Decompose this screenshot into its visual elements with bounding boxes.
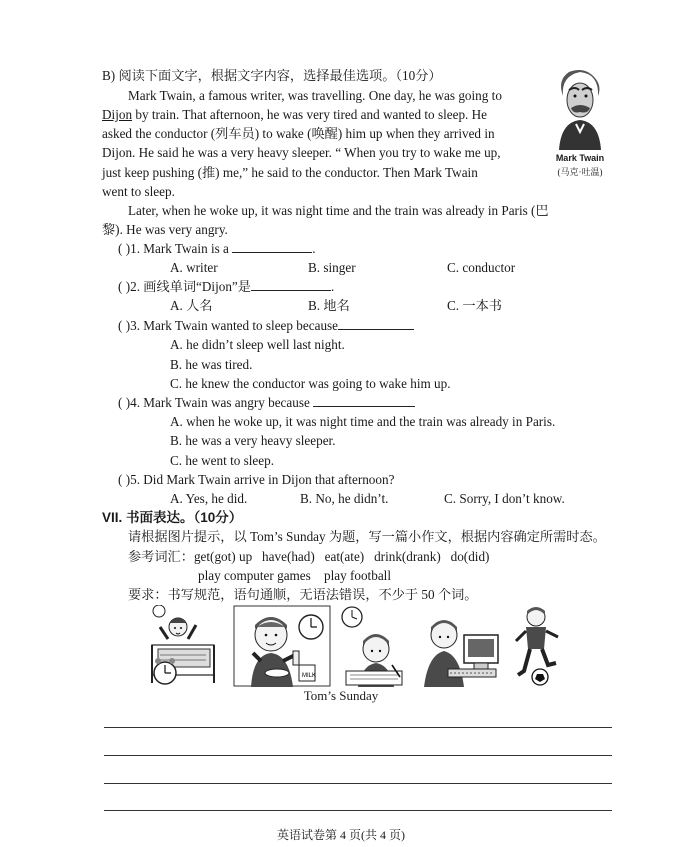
football-picture xyxy=(514,605,562,687)
section-vii-heading: VII. 书面表达。（10分） xyxy=(102,510,243,525)
passage-line-3: asked the conductor (列车员) to wake (唤醒) him up when they arrived in xyxy=(102,126,495,141)
homework-picture xyxy=(338,605,410,687)
q4-option-b: B. he was a very heavy sleeper. xyxy=(170,433,336,448)
passage-line-1: Mark Twain, a famous writer, was travelling. One day, he was going to xyxy=(128,88,502,103)
q3-option-c: C. he knew the conductor was going to wake him up. xyxy=(170,376,451,391)
vocab-line-1 xyxy=(128,547,489,566)
question-5-text: 5. Did Mark Twain arrive in Dijon that afternoon? xyxy=(130,472,395,487)
q5-option-c: C. Sorry, I don’t know. xyxy=(444,491,565,506)
mark-twain-portrait xyxy=(555,66,605,150)
question-1-text: 1. Mark Twain is a xyxy=(130,241,229,256)
question-5 xyxy=(118,470,394,489)
q1-option-a: A. writer xyxy=(170,260,218,275)
writing-requirement: 要求：书写规范，语句通顺，无语法错误，不少于 50 个词。 xyxy=(128,587,478,602)
q4-option-a: A. when he woke up, it was night time and the train was already in Paris. xyxy=(170,414,556,429)
question-2-text: 2. 画线单词“Dijon”是 xyxy=(130,279,251,294)
question-2 xyxy=(118,277,334,296)
answer-bracket[interactable]: ( ) xyxy=(118,241,131,256)
answer-blank[interactable] xyxy=(232,240,312,253)
writing-line[interactable] xyxy=(104,783,612,784)
vocab-line-2: play computer games play football xyxy=(198,568,391,583)
q2-option-b: B. 地名 xyxy=(308,298,350,313)
writing-line[interactable] xyxy=(104,727,612,728)
passage-line-8: 黎). He was very angry. xyxy=(102,222,228,237)
portrait-caption-chinese: (马克·吐温) xyxy=(557,167,603,177)
pictures-caption: Tom’s Sunday xyxy=(303,688,379,703)
answer-bracket[interactable]: ( ) xyxy=(118,472,131,487)
dijon-underlined-word: Dijon xyxy=(102,107,133,122)
q3-option-a: A. he didn’t sleep well last night. xyxy=(170,337,345,352)
q3-option-b: B. he was tired. xyxy=(170,357,253,372)
q1-option-b: B. singer xyxy=(308,260,356,275)
svg-text:MILK: MILK xyxy=(302,673,317,679)
breakfast-picture xyxy=(233,605,331,687)
vocab-label: 参考词汇： xyxy=(128,549,194,564)
question-4-text: 4. Mark Twain was angry because xyxy=(130,395,310,410)
q4-option-c: C. he went to sleep. xyxy=(170,453,275,468)
q1-option-c: C. conductor xyxy=(447,260,516,275)
answer-bracket[interactable]: ( ) xyxy=(118,279,131,294)
computer-games-picture xyxy=(420,605,504,687)
q5-option-b: B. No, he didn’t. xyxy=(300,491,389,506)
passage-line-6: went to sleep. xyxy=(102,184,175,199)
passage-line-4: Dijon. He said he was a very heavy sleeper. “ When you try to wake me up, xyxy=(102,145,501,160)
section-b-heading: B) 阅读下面文字，根据文字内容，选择最佳选项。（10分） xyxy=(102,68,442,83)
question-end: . xyxy=(312,241,316,256)
passage-line-7: Later, when he woke up, it was night time and the train was already in Paris (巴 xyxy=(128,203,549,218)
question-end: . xyxy=(330,279,335,294)
answer-blank[interactable] xyxy=(338,317,414,330)
page-footer: 英语试卷第 4 页(共 4 页) xyxy=(277,828,405,842)
question-1 xyxy=(118,239,316,258)
question-4 xyxy=(118,393,415,412)
q2-option-a: A. 人名 xyxy=(170,298,213,313)
passage-line-5: just keep pushing (推) me,” he said to the conductor. Then Mark Twain xyxy=(102,165,478,180)
question-3-text: 3. Mark Twain wanted to sleep because xyxy=(130,318,339,333)
passage-line-2 xyxy=(102,105,487,124)
passage-line-2-text: by train. That afternoon, he was very tired and wanted to sleep. He xyxy=(132,107,488,122)
answer-blank[interactable] xyxy=(313,394,415,407)
writing-instruction: 请根据图片提示，以 Tom’s Sunday 为题，写一篇小作文，根据内容确定所需时态。 xyxy=(128,529,606,544)
q2-option-c: C. 一本书 xyxy=(447,298,502,313)
q5-option-a: A. Yes, he did. xyxy=(170,491,248,506)
answer-bracket[interactable]: ( ) xyxy=(118,318,131,333)
getting-up-picture xyxy=(150,605,216,687)
portrait-caption: Mark Twain xyxy=(555,153,605,163)
writing-line[interactable] xyxy=(104,755,612,756)
vocab-words-1: get(got) up have(had) eat(ate) drink(drank) do(did) xyxy=(193,549,490,564)
writing-line[interactable] xyxy=(104,810,612,811)
answer-blank[interactable] xyxy=(251,278,331,291)
question-3 xyxy=(118,316,414,335)
answer-bracket[interactable]: ( ) xyxy=(118,395,131,410)
